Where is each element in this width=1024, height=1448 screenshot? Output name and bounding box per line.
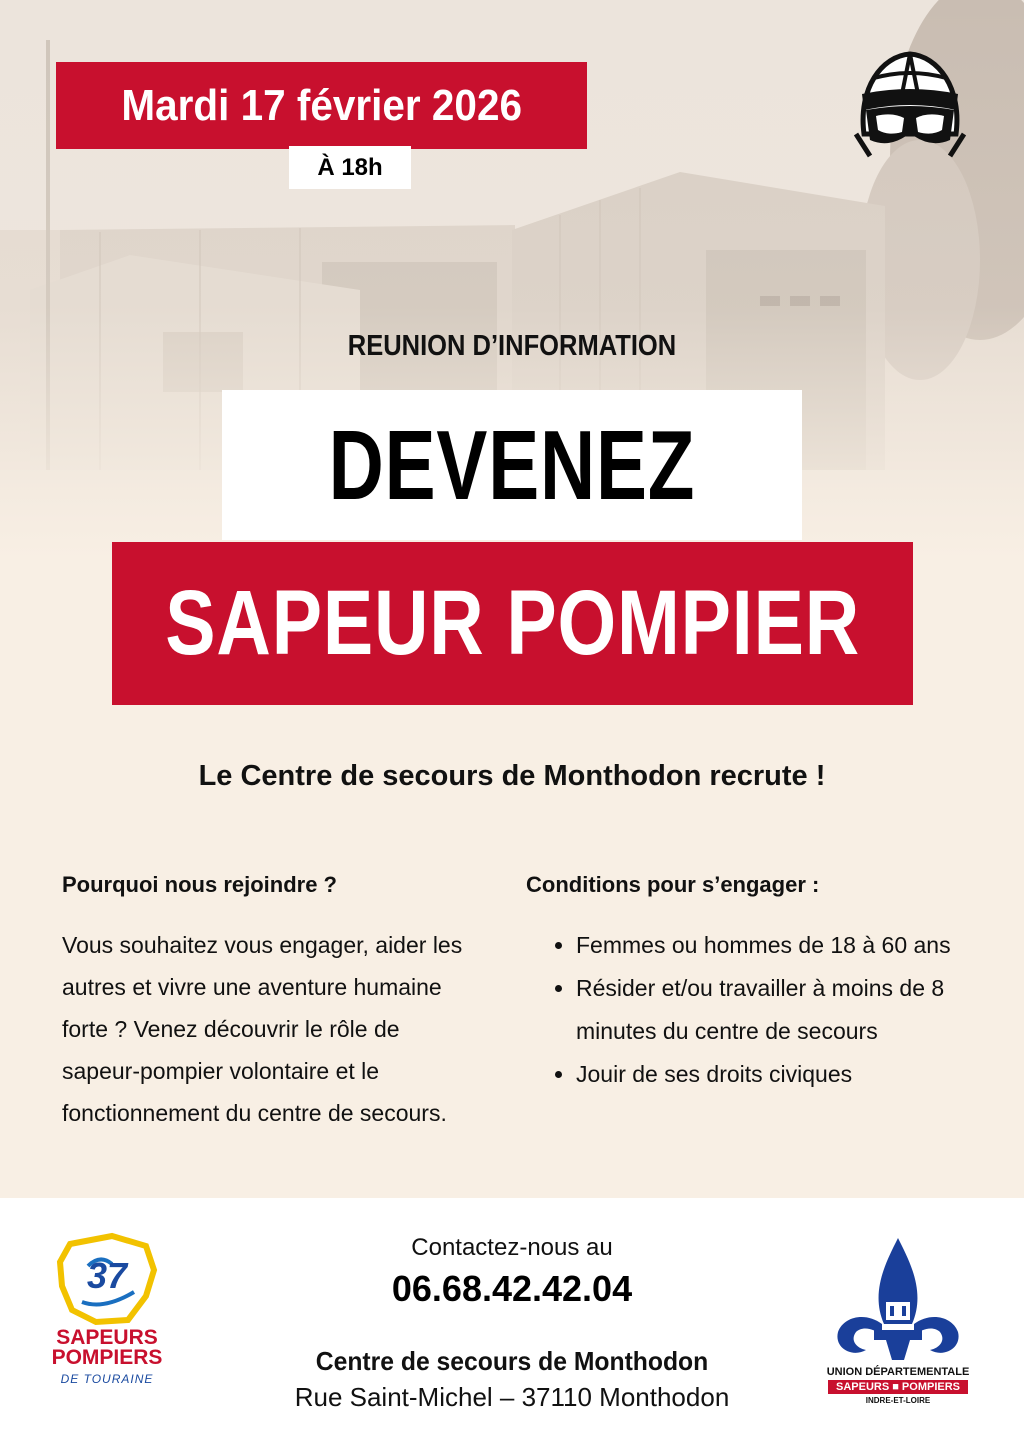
list-item: • Femmes ou hommes de 18 à 60 ans — [576, 924, 996, 967]
fleur-de-lis-icon — [826, 1232, 970, 1366]
logo-badge: 37 — [86, 1255, 128, 1296]
touraine-map-icon — [42, 1230, 172, 1326]
event-date: Mardi 17 février 2026 — [121, 80, 522, 130]
list-item: • Jouir de ses droits civiques — [576, 1053, 996, 1096]
event-time: À 18h — [317, 153, 383, 181]
logo-right-line2: SAPEURS ■ POMPIERS — [828, 1380, 968, 1394]
logo-left-line1: SAPEURS — [56, 1326, 158, 1349]
conditions-list — [552, 924, 996, 1096]
logo-right-line3: INDRE-ET-LOIRE — [865, 1396, 931, 1405]
time-banner — [289, 146, 411, 189]
logo-left-line3: DE TOURAINE — [60, 1372, 154, 1386]
why-join-heading: Pourquoi nous rejoindre ? — [62, 872, 337, 897]
phone-number[interactable]: 06.68.42.42.04 — [391, 1268, 633, 1309]
centre-address: Rue Saint-Michel – 37110 Monthodon — [294, 1382, 730, 1412]
centre-name: Centre de secours de Monthodon — [315, 1346, 709, 1376]
title-line1: DEVENEZ — [328, 409, 696, 520]
sdis37-logo — [42, 1230, 172, 1390]
logo-right-line1: UNION DÉPARTEMENTALE — [826, 1366, 970, 1378]
firefighter-helmet-icon — [852, 48, 968, 160]
logo-left-line2: POMPIERS — [51, 1346, 163, 1369]
contact-label: Contactez-nous au — [411, 1234, 613, 1261]
date-banner — [56, 62, 587, 149]
reunion-subtitle: REUNION D’INFORMATION — [347, 330, 677, 362]
title-line2: SAPEUR POMPIER — [165, 572, 860, 674]
why-join-text: Vous souhaitez vous engager, aider les autres et vivre une aventure humaine forte ? Venez découvrir le rôle de sapeur-pompier volontaire et le fonctionnement du centre de secours. — [62, 932, 463, 1126]
list-item: • Résider et/ou travailler à moins de 8 minutes du centre de secours — [576, 967, 996, 1053]
recruitment-tagline: Le Centre de secours de Monthodon recrute ! — [198, 760, 826, 792]
sapeur-pompier-banner — [112, 542, 913, 705]
udsp37-logo — [826, 1232, 970, 1405]
conditions-heading: Conditions pour s’engager : — [526, 872, 820, 897]
devenez-banner — [222, 390, 802, 540]
